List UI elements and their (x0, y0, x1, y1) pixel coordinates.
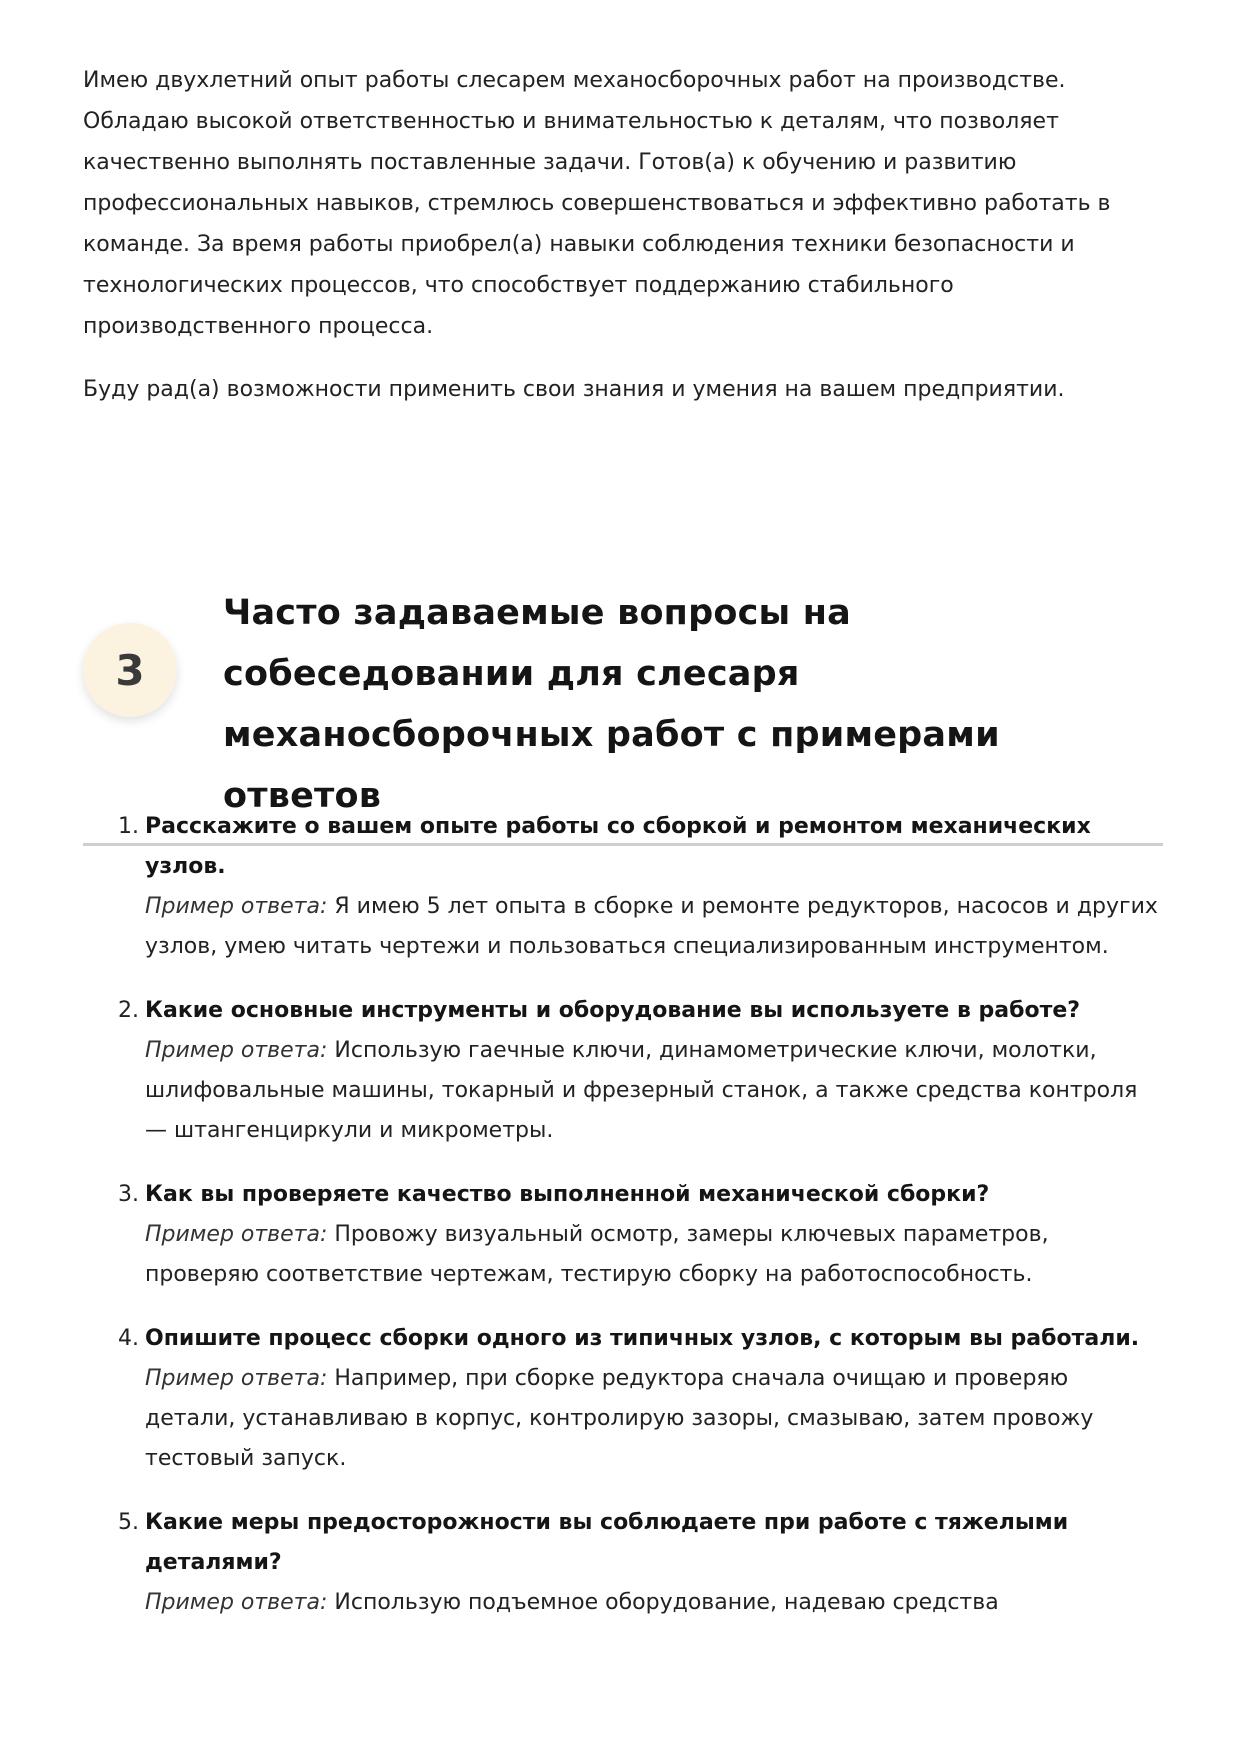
faq-answer-label: Пример ответа: (145, 1222, 328, 1247)
faq-item (83, 1319, 1163, 1479)
faq-list (83, 807, 1163, 1647)
intro-text (83, 60, 1163, 410)
faq-question: Опишите процесс сборки одного из типичных узлов, с которым вы работали. (145, 1326, 1140, 1351)
faq-item-number: 1. (118, 814, 139, 839)
faq-item (83, 807, 1163, 967)
faq-question: Какие основные инструменты и оборудование вы используете в работе? (145, 998, 1081, 1023)
faq-question: Какие меры предосторожности вы соблюдаете при работе с тяжелыми деталями? (145, 1510, 1069, 1575)
faq-answer-label: Пример ответа: (145, 1366, 328, 1391)
faq-section (83, 583, 1163, 1615)
faq-item-number: 5. (118, 1510, 139, 1535)
faq-answer-label: Пример ответа: (145, 894, 328, 919)
section-title: Часто задаваемые вопросы на собеседовании для слесаря механосборочных работ с примерами ответов (223, 593, 1000, 816)
faq-item (83, 1175, 1163, 1295)
faq-item-number: 3. (118, 1182, 139, 1207)
faq-answer: Я имею 5 лет опыта в сборке и ремонте редукторов, насосов и других узлов, умею читать чертежи и пользоваться специализированным инструментом. (145, 894, 1158, 959)
faq-item (83, 991, 1163, 1151)
faq-item-number: 4. (118, 1326, 139, 1351)
faq-question: Как вы проверяете качество выполненной механической сборки? (145, 1182, 990, 1207)
faq-answer-label: Пример ответа: (145, 1590, 328, 1615)
faq-answer: Например, при сборке редуктора сначала очищаю и проверяю детали, устанавливаю в корпус, контролирую зазоры, смазываю, затем провожу тестовый запуск. (145, 1366, 1094, 1471)
faq-answer-label: Пример ответа: (145, 1038, 328, 1063)
faq-answer: Использую подъемное оборудование, надеваю средства (334, 1590, 999, 1615)
intro-paragraph-2: Буду рад(а) возможности применить свои знания и умения на вашем предприятии. (83, 377, 1065, 402)
section-number-badge: 3 (83, 623, 177, 717)
faq-item-number: 2. (118, 998, 139, 1023)
faq-answer: Использую гаечные ключи, динамометрические ключи, молотки, шлифовальные машины, токарный и фрезерный станок, а также средства контроля — штангенциркули и микрометры. (145, 1038, 1138, 1143)
faq-item (83, 1503, 1163, 1623)
faq-question: Расскажите о вашем опыте работы со сборкой и ремонтом механических узлов. (145, 814, 1091, 879)
faq-answer: Провожу визуальный осмотр, замеры ключевых параметров, проверяю соответствие чертежам, тестирую сборку на работоспособность. (145, 1222, 1049, 1287)
intro-paragraph-1: Имею двухлетний опыт работы слесарем механосборочных работ на производстве. Обладаю высокой ответственностью и внимательностью к деталям, что позволяет качественно выполнять поставленные задачи. Готов(а) к обучению и развитию профессиональных навыков, стремлюсь совершенствоваться и эффективно работать в команде. За время работы приобрел(а) навыки соблюдения техники безопасности и технологических процессов, что способствует поддержанию стабильного производственного процесса. (83, 68, 1111, 339)
